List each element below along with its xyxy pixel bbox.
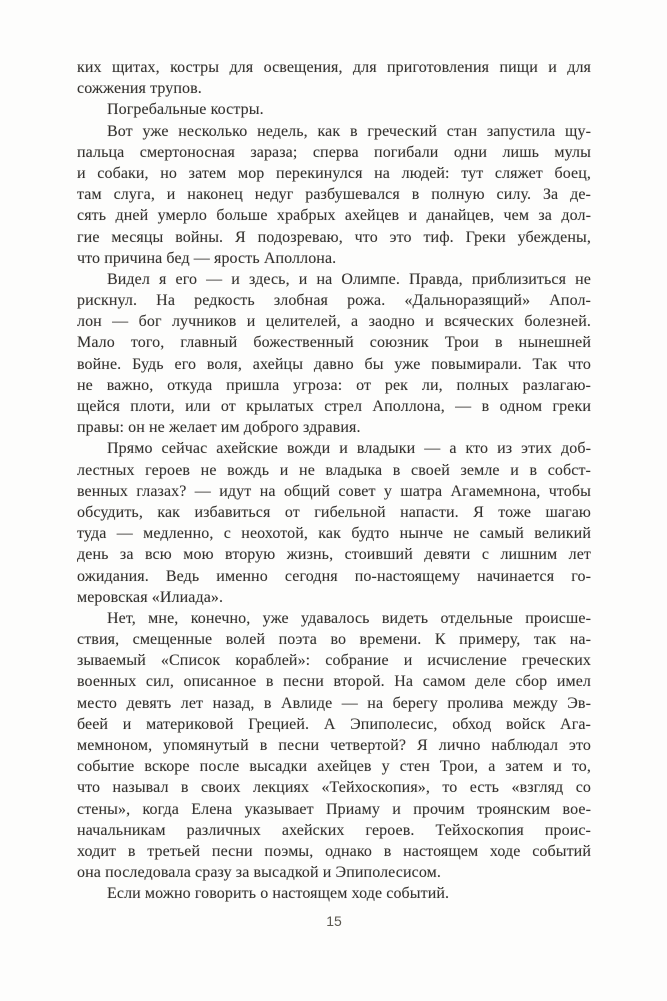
text-line: беей и материковой Грецией. А Эпиполесис, обход войск Ага- bbox=[77, 715, 591, 733]
text-line: Мало того, главный божественный союзник Трои в нынешней bbox=[77, 334, 591, 352]
text-line: правы: он не желает им доброго здравия. bbox=[77, 419, 361, 437]
text-line: не важно, откуда пришла угроза: от рек ли, полных разлагаю- bbox=[77, 376, 591, 394]
text-line: ожидания. Ведь именно сегодня по-настоящему начинается го- bbox=[77, 567, 591, 585]
text-line: Погребальные костры. bbox=[107, 101, 264, 119]
text-line: ких щитах, костры для освещения, для приготовления пищи и для bbox=[77, 59, 591, 76]
text-line: войне. Будь его воля, ахейцы давно бы уже повымирали. Так что bbox=[77, 355, 591, 373]
text-line: Вот уже несколько недель, как в греческий стан запустила щу- bbox=[107, 122, 591, 140]
text-line: начальникам различных ахейских героев. Тейхоскопия проис- bbox=[77, 821, 591, 839]
text-line: она последовала сразу за высадкой и Эпиполесисом. bbox=[77, 864, 441, 882]
text-line: Видел я его — и здесь, и на Олимпе. Правда, приблизиться не bbox=[107, 270, 591, 288]
text-line: что причина бед — ярость Аполлона. bbox=[77, 249, 337, 267]
text-line: событие вскоре после высадки ахейцев у стен Трои, а затем и то, bbox=[77, 758, 591, 776]
text-line: Нет, мне, конечно, уже удавалось видеть отдельные происше- bbox=[107, 609, 591, 627]
text-line: гие месяцы войны. Я подозреваю, что это тиф. Греки убеждены, bbox=[77, 228, 591, 246]
text-line: лон — бог лучников и целителей, а заодно и всяческих болезней. bbox=[77, 313, 591, 331]
text-line: военных сил, описанное в песни второй. На самом деле сбор имел bbox=[77, 673, 591, 691]
text-line: день за всю мою вторую жизнь, стоивший девяти с лишним лет bbox=[77, 546, 591, 564]
text-line: сожжения трупов. bbox=[77, 80, 202, 98]
text-line: что называл в своих лекциях «Тейхоскопия», то есть «взгляд со bbox=[77, 779, 591, 797]
text-line: и собаки, но затем мор перекинулся на людей: тут сляжет боец, bbox=[77, 164, 591, 182]
text-line: рискнул. На редкость злобная рожа. «Дальноразящий» Апол- bbox=[77, 292, 591, 310]
text-line: там слуга, и наконец недуг разбушевался в полную силу. За де- bbox=[77, 186, 591, 204]
text-line: ходит в третьей песни поэмы, однако в настоящем ходе событий bbox=[77, 842, 591, 860]
page-text bbox=[77, 57, 591, 905]
text-line: щейся плоти, или от крылатых стрел Аполлона, — в одном греки bbox=[77, 398, 591, 415]
text-line: венных глазах? — идут на общий совет у шатра Агамемнона, чтобы bbox=[77, 482, 591, 500]
text-line: место девять лет назад, в Авлиде — на берегу пролива между Эв- bbox=[77, 694, 591, 712]
text-line: пальца смертоносная зараза; сперва погибали одни лишь мулы bbox=[77, 143, 591, 161]
text-line: Если можно говорить о настоящем ходе событий. bbox=[107, 885, 450, 903]
text-line: ствия, смещенные волей поэта во времени. К примеру, так на- bbox=[77, 631, 591, 649]
text-line: сять дней умерло больше храбрых ахейцев и данайцев, чем за дол- bbox=[77, 207, 591, 225]
text-line: обсудить, как избавиться от гибельной напасти. Я тоже шагаю bbox=[77, 503, 591, 521]
text-line: лестных героев не вождь и не владыка в своей земле и в собст- bbox=[77, 461, 591, 479]
text-line: зываемый «Список кораблей»: собрание и исчисление греческих bbox=[77, 652, 591, 670]
text-line: Прямо сейчас ахейские вожди и владыки — а кто из этих доб- bbox=[107, 440, 591, 458]
page-number: 15 bbox=[326, 913, 342, 929]
text-line: стены», когда Елена указывает Приаму и прочим троянским вое- bbox=[77, 800, 591, 818]
text-line: меровская «Илиада». bbox=[77, 588, 224, 606]
text-line: туда — медленно, с неохотой, как будто нынче не самый великий bbox=[77, 525, 591, 543]
text-line: мемноном, упомянутый в песни четвертой? Я лично наблюдал это bbox=[77, 737, 591, 754]
